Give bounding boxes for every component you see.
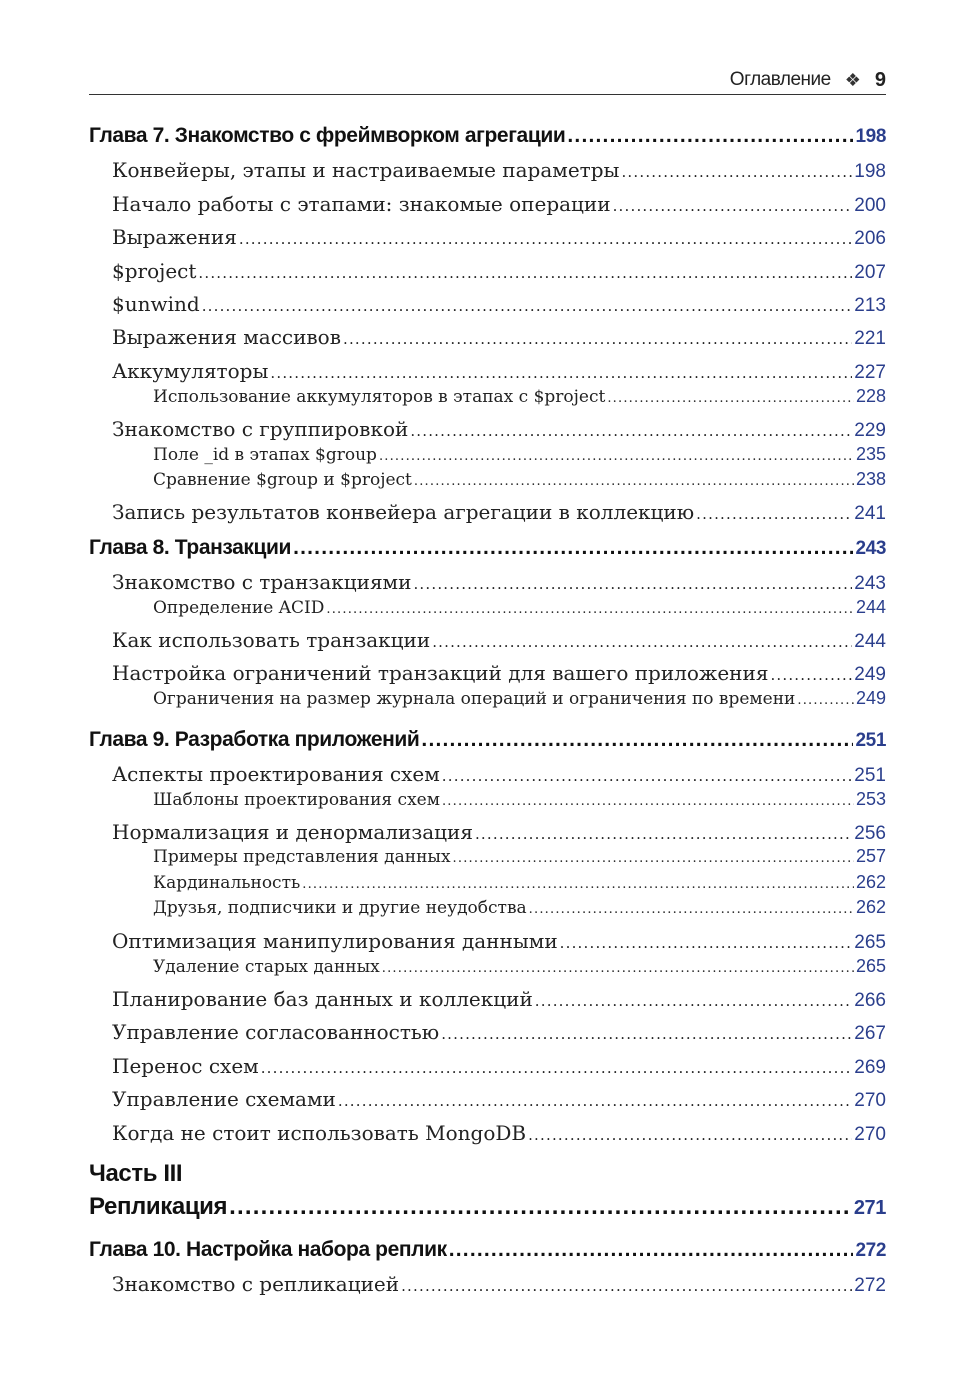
toc-entry[interactable]: Управление согласованностью ..... 267	[112, 1020, 886, 1045]
toc-entry[interactable]: Аспекты проектирования схем ..... 251	[112, 762, 886, 787]
running-header	[89, 66, 886, 94]
toc-entry[interactable]: Начало работы с этапами: знакомые операции ..... 200	[112, 192, 886, 217]
toc-chapter[interactable]: Глава 9. Разработка приложений ..... 251	[89, 728, 886, 752]
toc-entry[interactable]: Как использовать транзакции ..... 244	[112, 628, 886, 653]
toc-entry[interactable]: Выражения массивов ..... 221	[112, 325, 886, 350]
toc-entry[interactable]: Перенос схем ..... 269	[112, 1054, 886, 1079]
toc-entry[interactable]: Когда не стоит использовать MongoDB ..... 270	[112, 1121, 886, 1146]
toc-subentry[interactable]: Примеры представления данных ..... 257	[153, 846, 886, 867]
toc-entry[interactable]: Планирование баз данных и коллекций ..... 266	[112, 987, 886, 1012]
toc-chapter[interactable]: Глава 7. Знакомство с фреймворком агрегации ..... 198	[89, 124, 886, 148]
toc-entry[interactable]: Знакомство с репликацией ..... 272	[112, 1272, 886, 1297]
toc-entry[interactable]: Выражения ..... 206	[112, 225, 886, 250]
page-number: 9	[874, 68, 886, 91]
toc-entry[interactable]: Аккумуляторы ..... 227	[112, 359, 886, 384]
toc-entry[interactable]: Конвейеры, этапы и настраиваемые параметры ..... 198	[112, 158, 886, 183]
toc-entry[interactable]: Нормализация и денормализация ..... 256	[112, 820, 886, 845]
toc-part[interactable]: Репликация ..... 271	[89, 1193, 886, 1221]
toc-entry[interactable]: Знакомство с группировкой ..... 229	[112, 417, 886, 442]
toc-subentry[interactable]: Ограничения на размер журнала операций и ограничения по времени ..... 249	[153, 688, 886, 709]
toc-subentry[interactable]: Определение ACID ..... 244	[153, 597, 886, 618]
running-header-section: Оглавление	[729, 69, 831, 90]
ornament-icon: ❖	[844, 69, 861, 90]
toc-entry[interactable]: $project ..... 207	[112, 259, 886, 284]
part-label: Часть III	[89, 1160, 183, 1187]
toc-subentry[interactable]: Удаление старых данных ..... 265	[153, 956, 886, 977]
toc-subentry[interactable]: Поле _id в этапах $group ..... 235	[153, 444, 886, 465]
toc-entry[interactable]: Запись результатов конвейера агрегации в коллекцию ..... 241	[112, 500, 886, 525]
toc-subentry[interactable]: Шаблоны проектирования схем ..... 253	[153, 789, 886, 810]
toc-subentry[interactable]: Кардинальность ..... 262	[153, 872, 886, 893]
toc-entry[interactable]: Управление схемами ..... 270	[112, 1087, 886, 1112]
toc-entry[interactable]: Настройка ограничений транзакций для вашего приложения ..... 249	[112, 661, 886, 686]
toc-subentry[interactable]: Использование аккумуляторов в этапах с $project ..... 228	[153, 386, 886, 407]
toc-chapter[interactable]: Глава 10. Настройка набора реплик ..... 272	[89, 1238, 886, 1262]
toc-subentry[interactable]: Друзья, подписчики и другие неудобства ..... 262	[153, 897, 886, 918]
toc-entry[interactable]: Оптимизация манипулирования данными ..... 265	[112, 929, 886, 954]
toc-entry[interactable]: $unwind ..... 213	[112, 292, 886, 317]
toc-subentry[interactable]: Сравнение $group и $project ..... 238	[153, 469, 886, 490]
toc-entry[interactable]: Знакомство с транзакциями ..... 243	[112, 570, 886, 595]
header-rule	[89, 94, 886, 95]
toc-chapter[interactable]: Глава 8. Транзакции ..... 243	[89, 536, 886, 560]
